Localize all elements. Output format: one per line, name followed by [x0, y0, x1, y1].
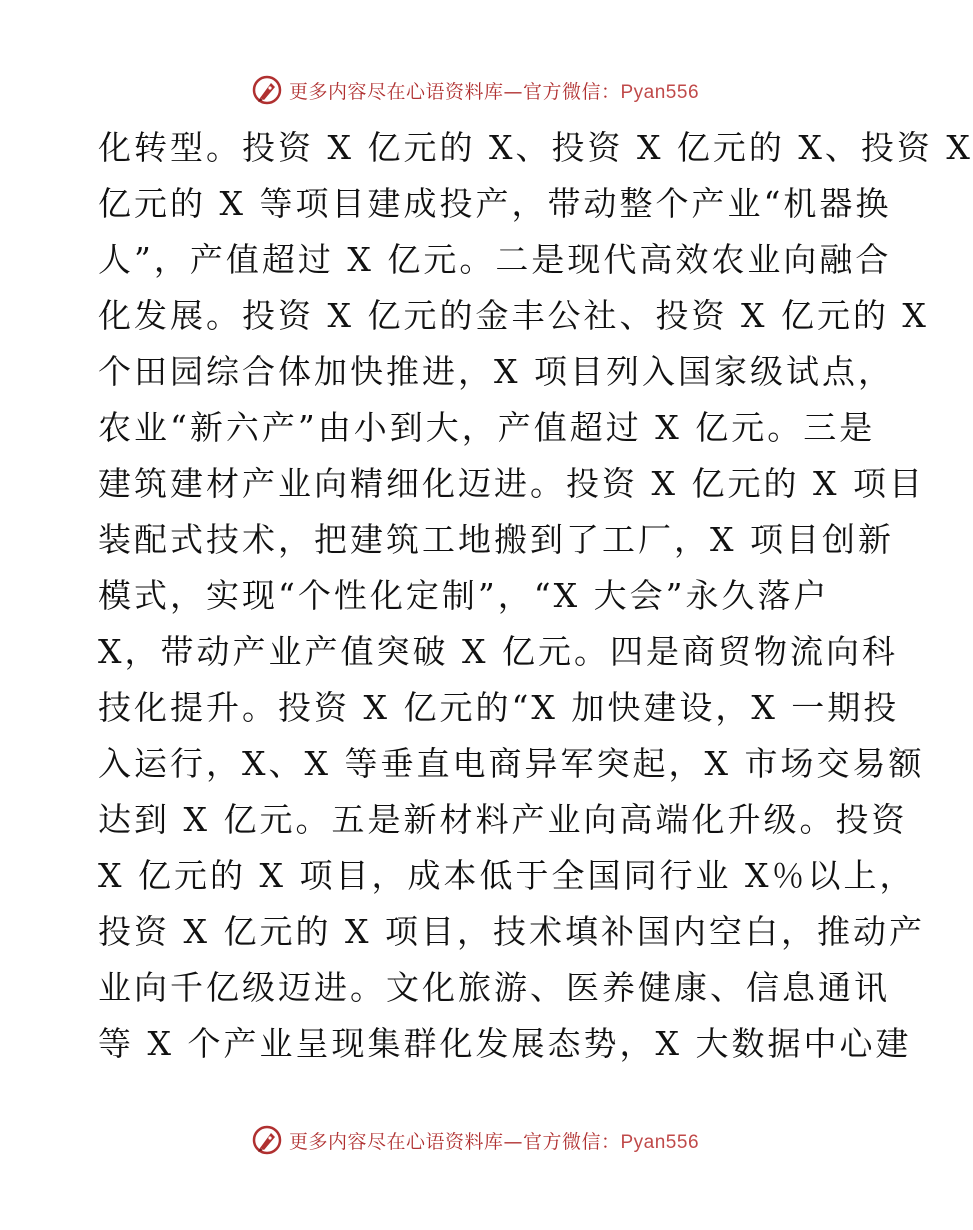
body-line: 个田园综合体加快推进，X 项目列入国家级试点， — [98, 352, 894, 391]
header-banner-label: 官方微信： — [522, 80, 621, 103]
body-line: 达到 X 亿元。五是新材料产业向高端化升级。投资 — [98, 800, 908, 839]
body-line: 投资 X 亿元的 X 项目，技术填补国内空白，推动产 — [98, 912, 925, 951]
header-banner-handle: Pyan556 — [620, 81, 700, 103]
body-line: X，带动产业产值突破 X 亿元。四是商贸物流向科 — [98, 632, 898, 671]
footer-banner — [0, 1120, 950, 1160]
footer-banner-main: 更多内容尽在心语资料库 — [288, 1130, 504, 1153]
body-line: 模式，实现“个性化定制”，“X 大会”永久落户 — [98, 576, 830, 615]
header-banner-text — [289, 77, 699, 104]
footer-banner-text — [289, 1127, 699, 1154]
header-banner-main: 更多内容尽在心语资料库 — [288, 80, 504, 103]
footer-banner-handle: Pyan556 — [620, 1131, 700, 1153]
body-line: 入运行，X、X 等垂直电商异军突起，X 市场交易额 — [98, 744, 925, 783]
body-line: 技化提升。投资 X 亿元的“X 加快建设，X 一期投 — [98, 688, 900, 727]
footer-banner-separator: — — [503, 1130, 523, 1153]
body-line: X 亿元的 X 项目，成本低于全国同行业 X％以上， — [98, 856, 916, 895]
body-line: 装配式技术，把建筑工地搬到了工厂，X 项目创新 — [98, 520, 894, 559]
body-line: 化转型。投资 X 亿元的 X、投资 X 亿元的 X、投资 X — [98, 128, 973, 167]
body-line: 农业“新六产”由小到大，产值超过 X 亿元。三是 — [98, 408, 876, 447]
body-line: 亿元的 X 等项目建成投产，带动整个产业“机器换 — [98, 184, 892, 223]
body-line: 建筑建材产业向精细化迈进。投资 X 亿元的 X 项目 — [98, 464, 925, 503]
body-line: 化发展。投资 X 亿元的金丰公社、投资 X 亿元的 X — [98, 296, 929, 335]
header-banner — [0, 70, 950, 110]
body-line: 业向千亿级迈进。文化旅游、医养健康、信息通讯 — [98, 968, 890, 1007]
pen-nib-logo-icon — [251, 74, 283, 106]
body-line: 人”，产值超过 X 亿元。二是现代高效农业向融合 — [98, 240, 892, 279]
document-body — [98, 120, 973, 1072]
pen-nib-logo-icon — [251, 1124, 283, 1156]
footer-banner-label: 官方微信： — [522, 1130, 621, 1153]
header-banner-separator: — — [503, 80, 523, 103]
body-line: 等 X 个产业呈现集群化发展态势，X 大数据中心建 — [98, 1024, 912, 1063]
